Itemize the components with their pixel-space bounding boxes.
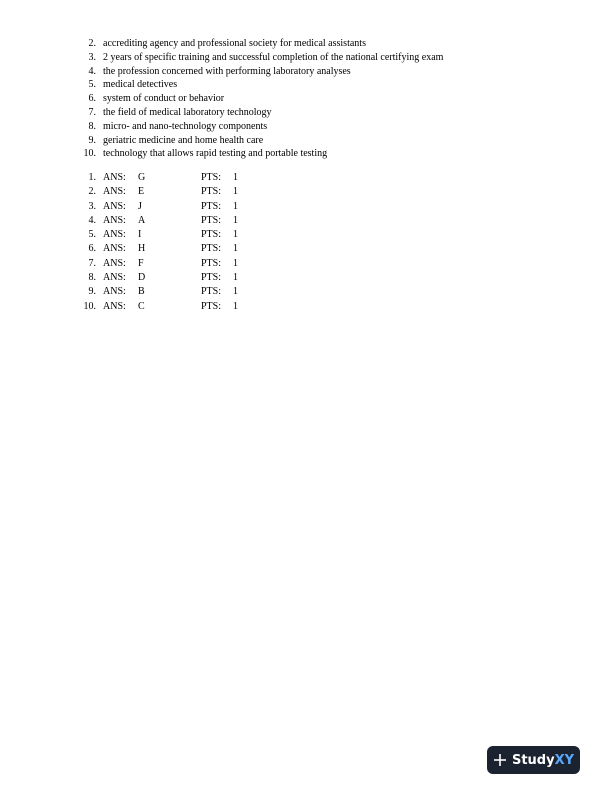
ans-label: ANS: bbox=[103, 200, 126, 212]
question-list bbox=[74, 37, 443, 161]
ans-value: H bbox=[138, 243, 146, 255]
pts-label: PTS: bbox=[201, 300, 222, 312]
answer-number: 10. bbox=[83, 300, 96, 312]
ans-value: J bbox=[138, 200, 142, 212]
pts-value: 1 bbox=[233, 272, 238, 284]
studyxy-badge[interactable] bbox=[487, 746, 580, 774]
badge-text-accent: XY bbox=[554, 752, 575, 768]
question-number: 3. bbox=[88, 51, 96, 63]
question-item bbox=[74, 37, 443, 51]
points bbox=[201, 242, 238, 256]
pts-value: 1 bbox=[233, 286, 238, 298]
pts-value: 1 bbox=[233, 243, 238, 255]
points bbox=[201, 171, 238, 185]
plus-icon bbox=[493, 753, 507, 767]
points bbox=[201, 200, 238, 214]
pts-label: PTS: bbox=[201, 286, 222, 298]
question-number: 4. bbox=[88, 65, 96, 77]
ans-label: ANS: bbox=[103, 300, 126, 312]
answer-row bbox=[74, 257, 274, 271]
question-text: system of conduct or behavior bbox=[103, 93, 225, 105]
question-item bbox=[74, 65, 443, 79]
question-item bbox=[74, 134, 443, 148]
pts-label: PTS: bbox=[201, 243, 222, 255]
question-item bbox=[74, 92, 443, 106]
answer-number: 6. bbox=[88, 243, 96, 255]
points bbox=[201, 228, 238, 242]
question-number: 2. bbox=[88, 38, 96, 49]
pts-value: 1 bbox=[233, 172, 238, 183]
pts-value: 1 bbox=[233, 186, 238, 198]
question-text: accrediting agency and professional society for medical assistants bbox=[103, 38, 366, 49]
pts-value: 1 bbox=[233, 229, 238, 241]
answer-number: 9. bbox=[88, 286, 96, 298]
answer-number: 4. bbox=[88, 214, 96, 226]
ans-label: ANS: bbox=[103, 257, 126, 269]
question-text: geriatric medicine and home health care bbox=[103, 134, 264, 146]
question-item bbox=[74, 147, 443, 161]
answer-number: 7. bbox=[88, 257, 96, 269]
question-text: the profession concerned with performing laboratory analyses bbox=[103, 65, 351, 77]
ans-label: ANS: bbox=[103, 229, 126, 241]
points bbox=[201, 257, 238, 271]
answer-row bbox=[74, 271, 274, 285]
question-number: 10. bbox=[83, 148, 96, 160]
ans-label: ANS: bbox=[103, 286, 126, 298]
pts-value: 1 bbox=[233, 214, 238, 226]
answer-row bbox=[74, 214, 274, 228]
question-text: medical detectives bbox=[103, 79, 178, 91]
question-text: micro- and nano-technology components bbox=[103, 120, 268, 132]
answer-number: 2. bbox=[88, 186, 96, 198]
question-text: the field of medical laboratory technology bbox=[103, 106, 272, 118]
question-text: technology that allows rapid testing and portable testing bbox=[103, 148, 328, 160]
question-item bbox=[74, 51, 443, 65]
pts-label: PTS: bbox=[201, 229, 222, 241]
question-number: 5. bbox=[88, 79, 96, 91]
pts-value: 1 bbox=[233, 300, 238, 312]
question-item bbox=[74, 120, 443, 134]
ans-value: E bbox=[138, 186, 145, 198]
answer-number: 5. bbox=[88, 229, 96, 241]
answer-row bbox=[74, 185, 274, 199]
question-number: 8. bbox=[88, 120, 96, 132]
answer-row bbox=[74, 285, 274, 299]
points bbox=[201, 271, 238, 285]
question-number: 6. bbox=[88, 93, 96, 105]
ans-value: I bbox=[138, 229, 142, 241]
pts-label: PTS: bbox=[201, 272, 222, 284]
points bbox=[201, 214, 238, 228]
answer-key-list bbox=[74, 171, 274, 314]
points bbox=[201, 185, 238, 199]
question-item bbox=[74, 78, 443, 92]
answer-row bbox=[74, 171, 274, 185]
answer-number: 8. bbox=[88, 272, 96, 284]
answer-number: 3. bbox=[88, 200, 96, 212]
ans-label: ANS: bbox=[103, 272, 126, 284]
ans-label: ANS: bbox=[103, 172, 126, 183]
ans-label: ANS: bbox=[103, 214, 126, 226]
question-number: 7. bbox=[88, 106, 96, 118]
answer-row bbox=[74, 242, 274, 256]
badge-text-main: Study bbox=[511, 752, 555, 768]
points bbox=[201, 285, 238, 299]
ans-value: C bbox=[138, 300, 145, 312]
pts-label: PTS: bbox=[201, 257, 222, 269]
pts-label: PTS: bbox=[201, 214, 222, 226]
pts-label: PTS: bbox=[201, 200, 222, 212]
pts-label: PTS: bbox=[201, 186, 222, 198]
ans-value: A bbox=[138, 214, 146, 226]
answer-row bbox=[74, 300, 274, 314]
answer-number: 1. bbox=[88, 172, 96, 183]
ans-value: F bbox=[138, 257, 144, 269]
ans-label: ANS: bbox=[103, 186, 126, 198]
ans-value: G bbox=[138, 172, 146, 183]
points bbox=[201, 300, 238, 314]
ans-value: D bbox=[138, 272, 146, 284]
question-text: 2 years of specific training and successful completion of the national certifying exam bbox=[103, 51, 444, 63]
pts-value: 1 bbox=[233, 200, 238, 212]
answer-row bbox=[74, 228, 274, 242]
ans-label: ANS: bbox=[103, 243, 126, 255]
answer-row bbox=[74, 200, 274, 214]
pts-value: 1 bbox=[233, 257, 238, 269]
question-number: 9. bbox=[88, 134, 96, 146]
pts-label: PTS: bbox=[201, 172, 222, 183]
ans-value: B bbox=[138, 286, 145, 298]
question-item bbox=[74, 106, 443, 120]
